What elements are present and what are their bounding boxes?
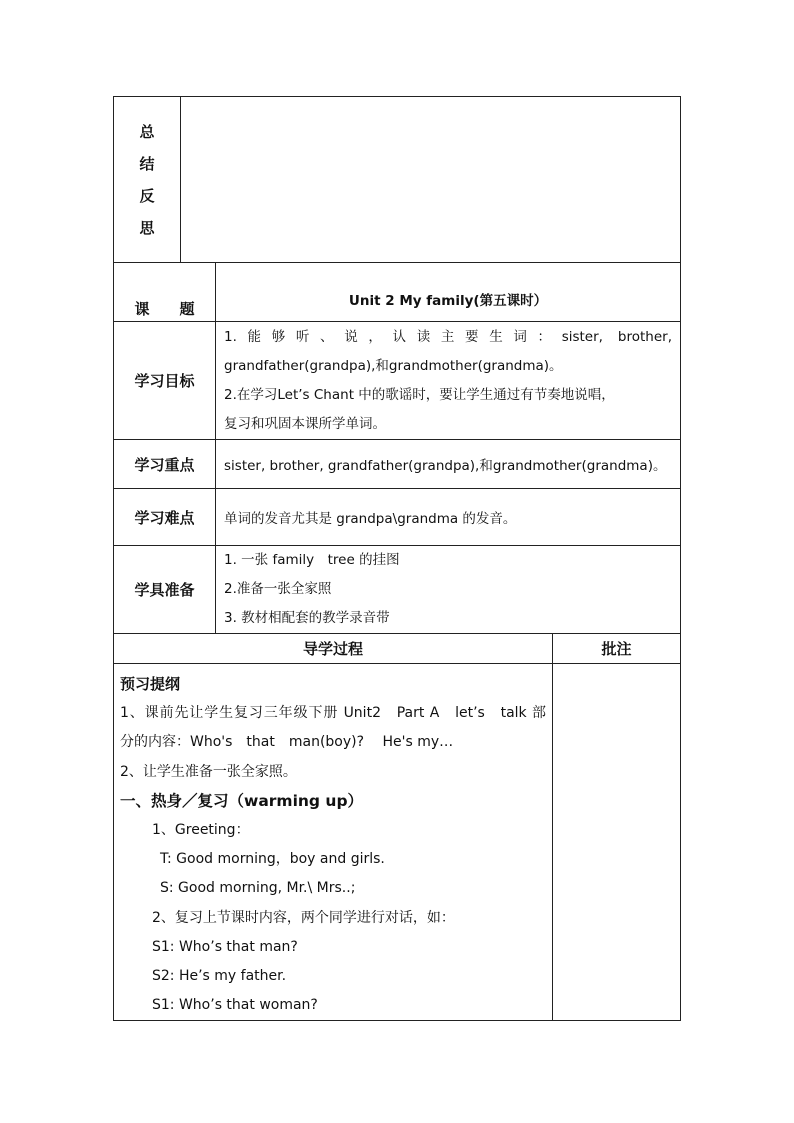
prep-line: 1. 一张 family tree 的挂图 <box>224 552 400 568</box>
prep-line: 2.准备一张全家照 <box>224 581 332 597</box>
section-line: 1、Greeting： <box>152 821 250 838</box>
lesson-info-table <box>113 262 681 634</box>
notes-header: 批注 <box>553 634 681 664</box>
process-header: 导学过程 <box>114 634 553 664</box>
summary-label-char: 总 <box>139 122 155 141</box>
section-line: S2: He’s my father. <box>152 967 287 984</box>
section-line: S1: Who’s that man? <box>152 938 298 955</box>
section-line: 2、复习上节课时内容，两个同学进行对话，如： <box>152 909 455 926</box>
goals-line: grandfather(grandpa),和grandmother(grandma)。 <box>224 357 563 374</box>
goals-line: 2.在学习Let’s Chant 中的歌谣时，要让学生通过有节奏地说唱， <box>224 386 615 403</box>
preview-line: 2、让学生准备一张全家照。 <box>120 763 297 780</box>
preview-title: 预习提纲 <box>120 675 181 693</box>
topic-value-text: Unit 2 My family(第五课时） <box>348 293 548 309</box>
preview-line: 分的内容：Who's that man(boy)? He's my… <box>120 734 454 751</box>
process-content <box>114 664 553 1021</box>
summary-content <box>181 97 681 263</box>
section-line: S: Good morning, Mr.\ Mrs..; <box>160 880 356 897</box>
topic-label <box>114 263 216 322</box>
goals-content <box>216 322 681 440</box>
prep-line: 3. 教材相配套的教学录音带 <box>224 610 390 626</box>
summary-label-char: 反 <box>139 186 155 205</box>
goals-line: 复习和巩固本课所学单词。 <box>224 415 386 432</box>
section-line: T: Good morning，boy and girls. <box>160 851 385 868</box>
summary-label <box>114 97 181 263</box>
prep-label: 学具准备 <box>114 546 216 634</box>
process-table <box>113 633 681 1021</box>
goals-label: 学习目标 <box>114 322 216 440</box>
preview-line: 1、课前先让学生复习三年级下册 Unit2 Part A let’s talk 部 <box>120 705 546 722</box>
key-label: 学习重点 <box>114 440 216 489</box>
key-value: sister, brother, grandfather(grandpa),和grandmother(grandma)。 <box>216 440 681 489</box>
prep-content <box>216 546 681 634</box>
topic-value <box>216 263 681 322</box>
summary-label-char: 思 <box>139 218 155 237</box>
topic-label-text: 课 题 <box>134 300 195 318</box>
summary-label-char: 结 <box>139 154 155 173</box>
section-title: 一、热身／复习（warming up） <box>120 791 364 810</box>
summary-table <box>113 96 681 263</box>
notes-content <box>553 664 681 1021</box>
section-line: S1: Who’s that woman? <box>152 997 318 1014</box>
difficulty-value: 单词的发音尤其是 grandpa\grandma 的发音。 <box>216 489 681 546</box>
goals-line: 1.能够听、说，认读主要生词：sister, brother, <box>224 328 672 345</box>
difficulty-label: 学习难点 <box>114 489 216 546</box>
